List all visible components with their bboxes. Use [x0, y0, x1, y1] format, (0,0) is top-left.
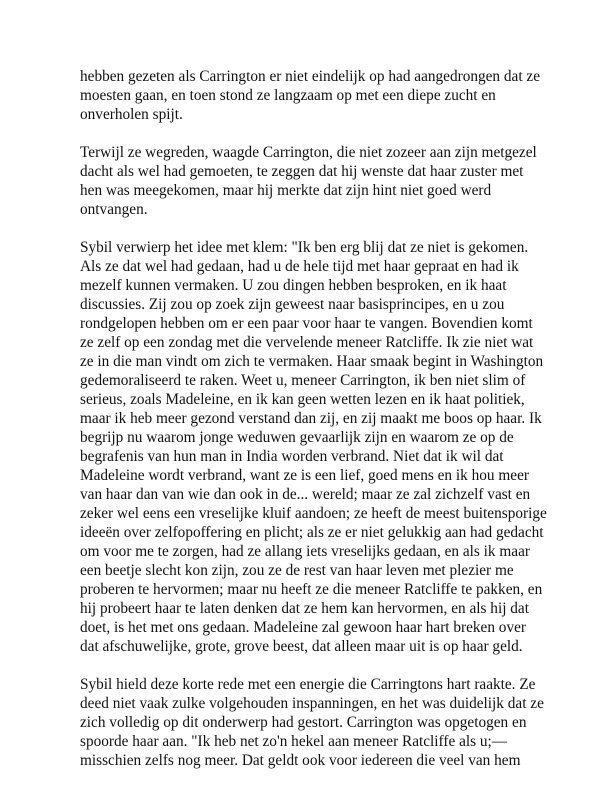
text-line: serieus, zoals Madeleine, en ik kan geen wetten lezen en ik haat politiek,: [80, 391, 525, 408]
text-line: ontvangen.: [80, 201, 148, 218]
text-line: deed niet vaak zulke volgehouden inspanningen, en het was duidelijk dat ze: [80, 695, 544, 712]
text-line: ze zelf op een zondag met die vervelende meneer Ratcliffe. Ik zie niet wat: [80, 334, 534, 351]
text-line: discussies. Zij zou op zoek zijn geweest naar basisprincipes, en u zou: [80, 296, 505, 313]
text-line: Terwijl ze wegreden, waagde Carrington, die niet zozeer aan zijn metgezel: [80, 144, 537, 161]
text-line: zeker wel eens een vreselijke kluif aandoen; ze heeft de meest buitensporige: [80, 505, 547, 522]
text-line: begrijp nu waarom jonge weduwen gevaarlijk zijn en waarom ze op de: [80, 429, 514, 446]
text-line: Sybil hield deze korte rede met een energie die Carringtons hart raakte. Ze: [80, 676, 536, 693]
text-line: dacht als wel had gemoeten, te zeggen dat hij wenste dat haar zuster met: [80, 163, 524, 180]
text-line: onverholen spijt.: [80, 106, 183, 123]
text-line: gedemoraliseerd te raken. Weet u, meneer Carrington, ik ben niet slim of: [80, 372, 526, 389]
text-line: zich volledig op dit onderwerp had gestort. Carrington was opgetogen en: [80, 714, 527, 731]
paragraph-1: [80, 67, 540, 124]
text-line: maar ik heb meer gezond verstand dan zij, en zij maakt me boos op haar. Ik: [80, 410, 542, 427]
text-line: mezelf kunnen vermaken. U zou dingen hebben besproken, en ik haat: [80, 277, 507, 294]
text-line: ideeën over zelfopoffering en plicht; als ze er niet gelukkig aan had gedacht: [80, 524, 544, 541]
text-line: proberen te hervormen; maar nu heeft ze die meneer Ratcliffe te pakken, en: [80, 581, 543, 598]
text-line: misschien zelfs nog meer. Dat geldt ook voor iedereen die veel van hem: [80, 752, 521, 769]
text-line: om voor me te zorgen, had ze allang iets vreselijks gedaan, en als ik maar: [80, 543, 530, 560]
text-line: Sybil verwierp het idee met klem: "Ik ben erg blij dat ze niet is gekomen.: [80, 239, 529, 256]
text-line: hij probeert haar te laten denken dat ze hem kan hervormen, en als hij dat: [80, 600, 529, 617]
text-line: hebben gezeten als Carrington er niet eindelijk op had aangedrongen dat ze: [80, 68, 540, 85]
text-line: rondgelopen hebben om er een paar voor haar te vangen. Bovendien komt: [80, 315, 533, 332]
text-line: van haar dan van wie dan ook in de... wereld; maar ze zal zichzelf vast en: [80, 486, 531, 503]
text-line: een beetje slecht kon zijn, zou ze de rest van haar leven met plezier me: [80, 562, 514, 579]
text-line: Madeleine wordt verbrand, want ze is een lief, goed mens en ik hou meer: [80, 467, 529, 484]
text-line: doet, is het met ons gedaan. Madeleine zal gewoon haar hart breken over: [80, 619, 526, 636]
paragraph-3: [80, 238, 547, 656]
paragraph-4: [80, 675, 544, 770]
text-line: spoorde haar aan. "Ik heb net zo'n hekel aan meneer Ratcliffe als u;—: [80, 733, 508, 750]
text-line: begrafenis van hun man in India worden verbrand. Niet dat ik wil dat: [80, 448, 504, 465]
text-line: Als ze dat wel had gedaan, had u de hele tijd met haar gepraat en had ik: [80, 258, 519, 275]
text-line: ze in die man vindt om zich te vermaken. Haar smaak begint in Washington: [80, 353, 544, 370]
text-line: hen was meegekomen, maar hij merkte dat zijn hint niet goed werd: [80, 182, 492, 199]
text-line: moesten gaan, en toen stond ze langzaam op met een diepe zucht en: [80, 87, 496, 104]
text-line: dat afschuwelijke, grote, grove beest, dat alleen maar uit is op haar geld.: [80, 638, 523, 655]
paragraph-2: [80, 143, 540, 219]
document-page: [80, 67, 547, 789]
